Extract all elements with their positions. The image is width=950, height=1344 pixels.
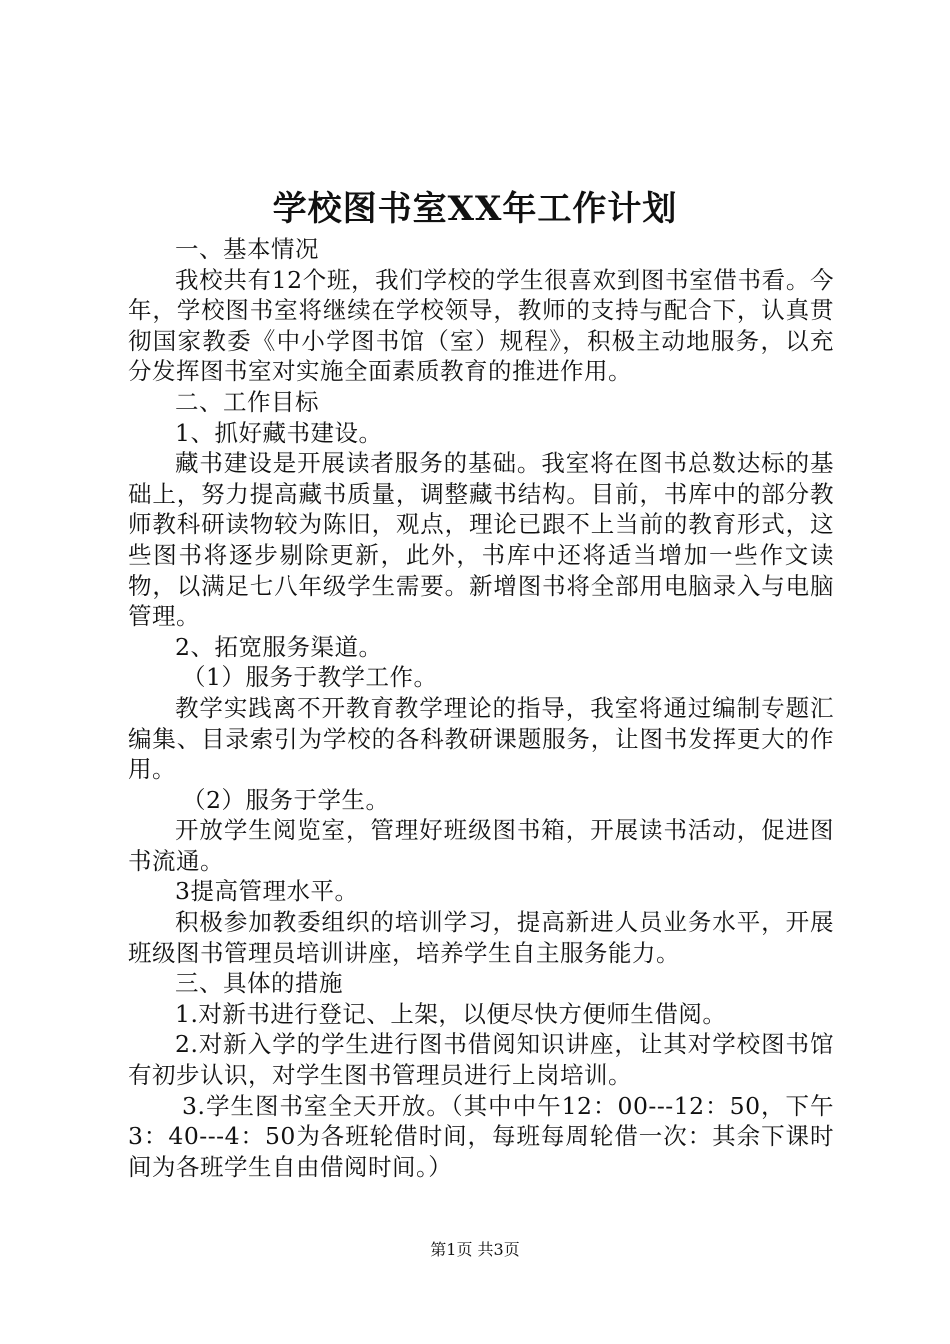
goal-heading-collection: 1、抓好藏书建设。 (175, 418, 383, 447)
paragraph-collection: 藏书建设是开展读者服务的基础。我室将在图书总数达标的基础上，努力提高藏书质量，调整藏书结构。目前，书库中的部分教师教科研读物较为陈旧，观点，理论已跟不上当前的教育形式，这些图书将逐步剔除更新，此外，书库中还将适当增加一些作文读物，以满足七八年级学生需要。新增图书将全部用电脑录入与电脑管理。 (128, 449, 834, 631)
sub-heading-students: （2）服务于学生。 (182, 785, 390, 814)
document-title: 学校图书室XX年工作计划 (272, 189, 678, 229)
measure-item-1: 1.对新书进行登记、上架，以便尽快方便师生借阅。 (175, 999, 727, 1028)
paragraph-management: 积极参加教委组织的培训学习，提高新进人员业务水平，开展班级图书管理员培训讲座，培养学生自主服务能力。 (128, 908, 834, 967)
measure-item-2: 2.对新入学的学生进行图书借阅知识讲座，让其对学校图书馆有初步认识，对学生图书管理员进行上岗培训。 (128, 1030, 834, 1090)
section-heading-work-goals: 二、工作目标 (175, 387, 319, 416)
sub-heading-teaching: （1）服务于教学工作。 (182, 663, 438, 692)
section-heading-basic-info: 一、基本情况 (175, 235, 319, 263)
document-body (128, 234, 834, 1182)
goal-heading-management: 3提高管理水平。 (175, 877, 359, 906)
paragraph-teaching: 教学实践离不开教育教学理论的指导，我室将通过编制专题汇编集、目录索引为学校的各科教研课题服务，让图书发挥更大的作用。 (128, 693, 834, 784)
section-heading-measures: 三、具体的措施 (175, 969, 343, 998)
page-footer: 第1页 共3页 (430, 1240, 520, 1259)
measure-item-3: 3.学生图书室全天开放。（其中中午12：00---12：50，下午3：40---4：50为各班轮借时间，每班每周轮借一次：其余下课时间为各班学生自由借阅时间。） (128, 1091, 834, 1181)
goal-heading-service: 2、拓宽服务渠道。 (175, 632, 383, 661)
paragraph-students: 开放学生阅览室，管理好班级图书箱，开展读书活动，促进图书流通。 (128, 816, 834, 875)
paragraph-basic-info: 我校共有12个班，我们学校的学生很喜欢到图书室借书看。今年，学校图书室将继续在学校领导，教师的支持与配合下，认真贯彻国家教委《中小学图书馆（室）规程》，积极主动地服务，以充分发挥图书室对实施全面素质教育的推进作用。 (128, 265, 834, 386)
